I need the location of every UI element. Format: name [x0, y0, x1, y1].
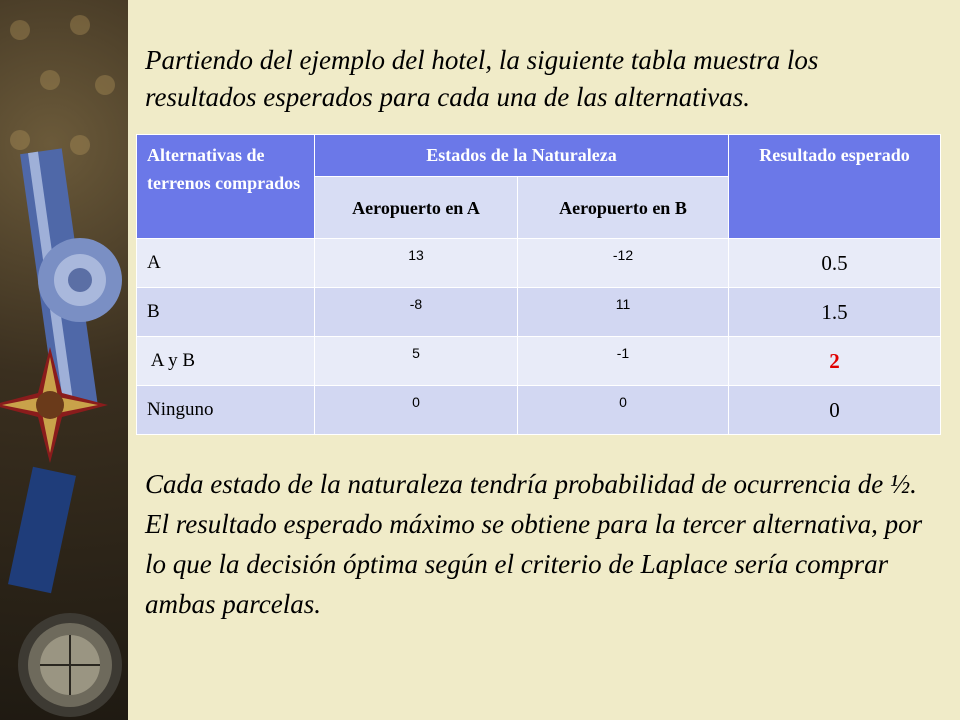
- value-airport-a: 5: [315, 337, 518, 386]
- expected-result: 1.5: [729, 288, 941, 337]
- table-row: [137, 288, 941, 337]
- conclusion-text: Cada estado de la naturaleza tendría probabilidad de ocurrencia de ½. El resultado esperado máximo se obtiene para la tercer alternativa, por lo que la decisión óptima según el criterio de Laplace sería comprar ambas parcelas.: [145, 469, 923, 619]
- value-airport-b: -12: [518, 239, 729, 288]
- value-airport-b: -1: [518, 337, 729, 386]
- medals-illustration: [0, 0, 128, 720]
- row-label: Ninguno: [137, 386, 315, 435]
- value-airport-b: 0: [518, 386, 729, 435]
- value-airport-a: 0: [315, 386, 518, 435]
- row-label: A: [137, 239, 315, 288]
- value-airport-a: 13: [315, 239, 518, 288]
- table-row: [137, 386, 941, 435]
- header-expected-result: Resultado esperado: [729, 135, 941, 239]
- expected-result: 0: [729, 386, 941, 435]
- header-alternatives: Alternativas de terrenos comprados: [137, 135, 315, 239]
- row-label: A y B: [137, 337, 315, 386]
- header-states-of-nature: Estados de la Naturaleza: [315, 135, 729, 177]
- table-row: [137, 239, 941, 288]
- table-row: [137, 337, 941, 386]
- intro-text: Partiendo del ejemplo del hotel, la siguiente tabla muestra los resultados esperados para cada una de las alternativas.: [145, 45, 819, 112]
- expected-result: 0.5: [729, 239, 941, 288]
- expected-result-max: 2: [729, 337, 941, 386]
- value-airport-b: 11: [518, 288, 729, 337]
- decorative-sidebar-image: [0, 0, 128, 720]
- expected-results-table: [136, 134, 941, 435]
- subheader-airport-b: Aeropuerto en B: [518, 177, 729, 239]
- row-label: B: [137, 288, 315, 337]
- subheader-airport-a: Aeropuerto en A: [315, 177, 518, 239]
- value-airport-a: -8: [315, 288, 518, 337]
